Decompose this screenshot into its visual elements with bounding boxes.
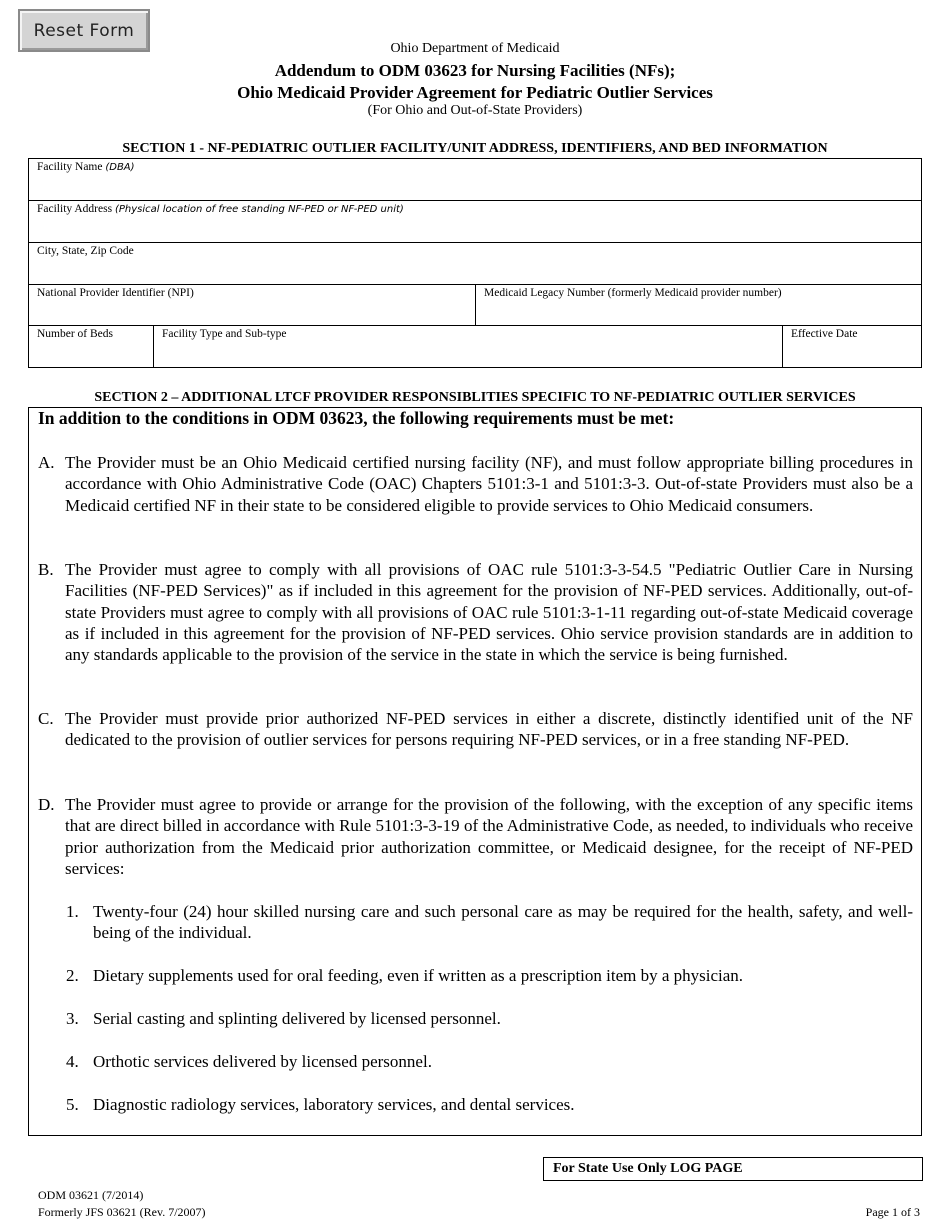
subitem-marker: 2.: [66, 966, 79, 985]
requirement-item-d: [38, 794, 913, 879]
item-text: The Provider must be an Ohio Medicaid certified nursing facility (NF), and must follow appropriate billing procedures in accordance with Ohio Administrative Code (OAC) Chapters 5101:3-1 and 5101:3-3. Out-of-state Providers must also be a Medicaid certified NF in their state to be considered eligible to provide services to Ohio Medicaid consumers.: [65, 453, 913, 515]
section-1-title: SECTION 1 - NF-PEDIATRIC OUTLIER FACILITY/UNIT ADDRESS, IDENTIFIERS, AND BED INFORMATION: [122, 141, 828, 156]
facility-name-cell: [28, 158, 922, 201]
section-2-box: [28, 407, 922, 1136]
facility-address-cell: [28, 200, 922, 243]
number-of-beds-cell: [28, 325, 154, 368]
service-item-1: [66, 901, 913, 944]
item-text: The Provider must agree to provide or arrange for the provision of the following, with the exception of any specific items that are direct billed in accordance with Rule 5101:3-3-19 of the Administrative Code, as needed, to individuals who receive prior authorization from the Medicaid prior authorization committee, or Medicaid designee, for the receipt of NF-PED services:: [65, 795, 913, 878]
form-title-line-2: Ohio Medicaid Provider Agreement for Pediatric Outlier Services: [237, 83, 713, 102]
page-number: Page 1 of 3: [865, 1205, 920, 1219]
subitem-marker: 1.: [66, 902, 79, 921]
subitem-text: Diagnostic radiology services, laboratory services, and dental services.: [93, 1095, 575, 1114]
facility-name-label: Facility Name (DBA): [37, 161, 135, 173]
subitem-text: Dietary supplements used for oral feeding, even if written as a prescription item by a physician.: [93, 966, 744, 985]
state-use-log-box: [543, 1157, 923, 1181]
effective-date-cell: [782, 325, 922, 368]
subitem-marker: 3.: [66, 1009, 79, 1028]
state-use-label: For State Use Only LOG PAGE: [553, 1161, 743, 1176]
facility-address-input[interactable]: [35, 217, 915, 239]
service-item-2: [66, 965, 913, 986]
facility-name-input[interactable]: [35, 175, 915, 197]
item-text: The Provider must agree to comply with all provisions of OAC rule 5101:3-3-54.5 "Pediatric Outlier Care in Nursing Facilities (NF-PED Services)" as if included in this agreement for the provision of NF-PED services. Additionally, out-of-state Providers must agree to comply with all provisions of OAC rule 5101:3-1-11 regarding out-of-state Medicaid coverage as if included in this agreement for the provision of NF-PED services. Ohio service provision standards are in addition to any standards applicable to the provision of the service in the state in which the service is being furnished.: [65, 560, 913, 665]
medicaid-legacy-input[interactable]: [482, 300, 915, 322]
form-number: ODM 03621 (7/2014): [38, 1188, 144, 1202]
item-marker: D.: [38, 795, 55, 814]
npi-cell: [28, 284, 476, 326]
effective-date-label: Effective Date: [791, 328, 858, 340]
facility-type-input[interactable]: [160, 342, 776, 364]
medicaid-legacy-cell: [475, 284, 922, 326]
section-2-intro: In addition to the conditions in ODM 03623, the following requirements must be met:: [38, 408, 675, 428]
form-title-line-1: Addendum to ODM 03623 for Nursing Facilities (NFs);: [274, 61, 676, 80]
city-state-zip-label: City, State, Zip Code: [37, 245, 134, 257]
subitem-text: Twenty-four (24) hour skilled nursing care and such personal care as may be required for the health, safety, and well-being of the individual.: [93, 902, 913, 943]
requirement-item-b: [38, 559, 913, 665]
service-item-4: [66, 1051, 913, 1072]
number-of-beds-label: Number of Beds: [37, 328, 114, 340]
item-text: The Provider must provide prior authorized NF-PED services in either a discrete, distinctly identified unit of the NF dedicated to the provision of outlier services for persons requiring NF-PED services, or in a free standing NF-PED.: [65, 709, 913, 750]
section-2-title: SECTION 2 – ADDITIONAL LTCF PROVIDER RESPONSIBLITIES SPECIFIC TO NF-PEDIATRIC OUTLIER SERVICES: [94, 390, 856, 405]
facility-type-cell: [153, 325, 783, 368]
requirement-item-c: [38, 708, 913, 751]
form-subtitle: (For Ohio and Out-of-State Providers): [367, 103, 583, 118]
subitem-text: Orthotic services delivered by licensed personnel.: [93, 1052, 432, 1071]
reset-form-button[interactable]: Reset Form: [18, 9, 150, 52]
requirement-item-a: [38, 452, 913, 516]
facility-type-label: Facility Type and Sub-type: [162, 328, 287, 340]
item-marker: C.: [38, 709, 54, 728]
item-marker: B.: [38, 560, 54, 579]
service-item-3: [66, 1008, 913, 1029]
number-of-beds-input[interactable]: [35, 342, 147, 364]
subitem-marker: 4.: [66, 1052, 79, 1071]
item-marker: A.: [38, 453, 55, 472]
agency-name: Ohio Department of Medicaid: [390, 41, 560, 56]
npi-input[interactable]: [35, 300, 469, 322]
subitem-marker: 5.: [66, 1095, 79, 1114]
npi-label: National Provider Identifier (NPI): [37, 287, 194, 299]
facility-address-label: Facility Address (Physical location of free standing NF-PED or NF-PED unit): [37, 203, 404, 215]
effective-date-input[interactable]: [789, 342, 915, 364]
subitem-text: Serial casting and splinting delivered by licensed personnel.: [93, 1009, 501, 1028]
medicaid-legacy-label: Medicaid Legacy Number (formerly Medicaid provider number): [484, 287, 782, 299]
city-state-zip-cell: [28, 242, 922, 285]
formerly-form-number: Formerly JFS 03621 (Rev. 7/2007): [38, 1205, 206, 1219]
city-state-zip-input[interactable]: [35, 259, 915, 281]
service-item-5: [66, 1094, 913, 1115]
